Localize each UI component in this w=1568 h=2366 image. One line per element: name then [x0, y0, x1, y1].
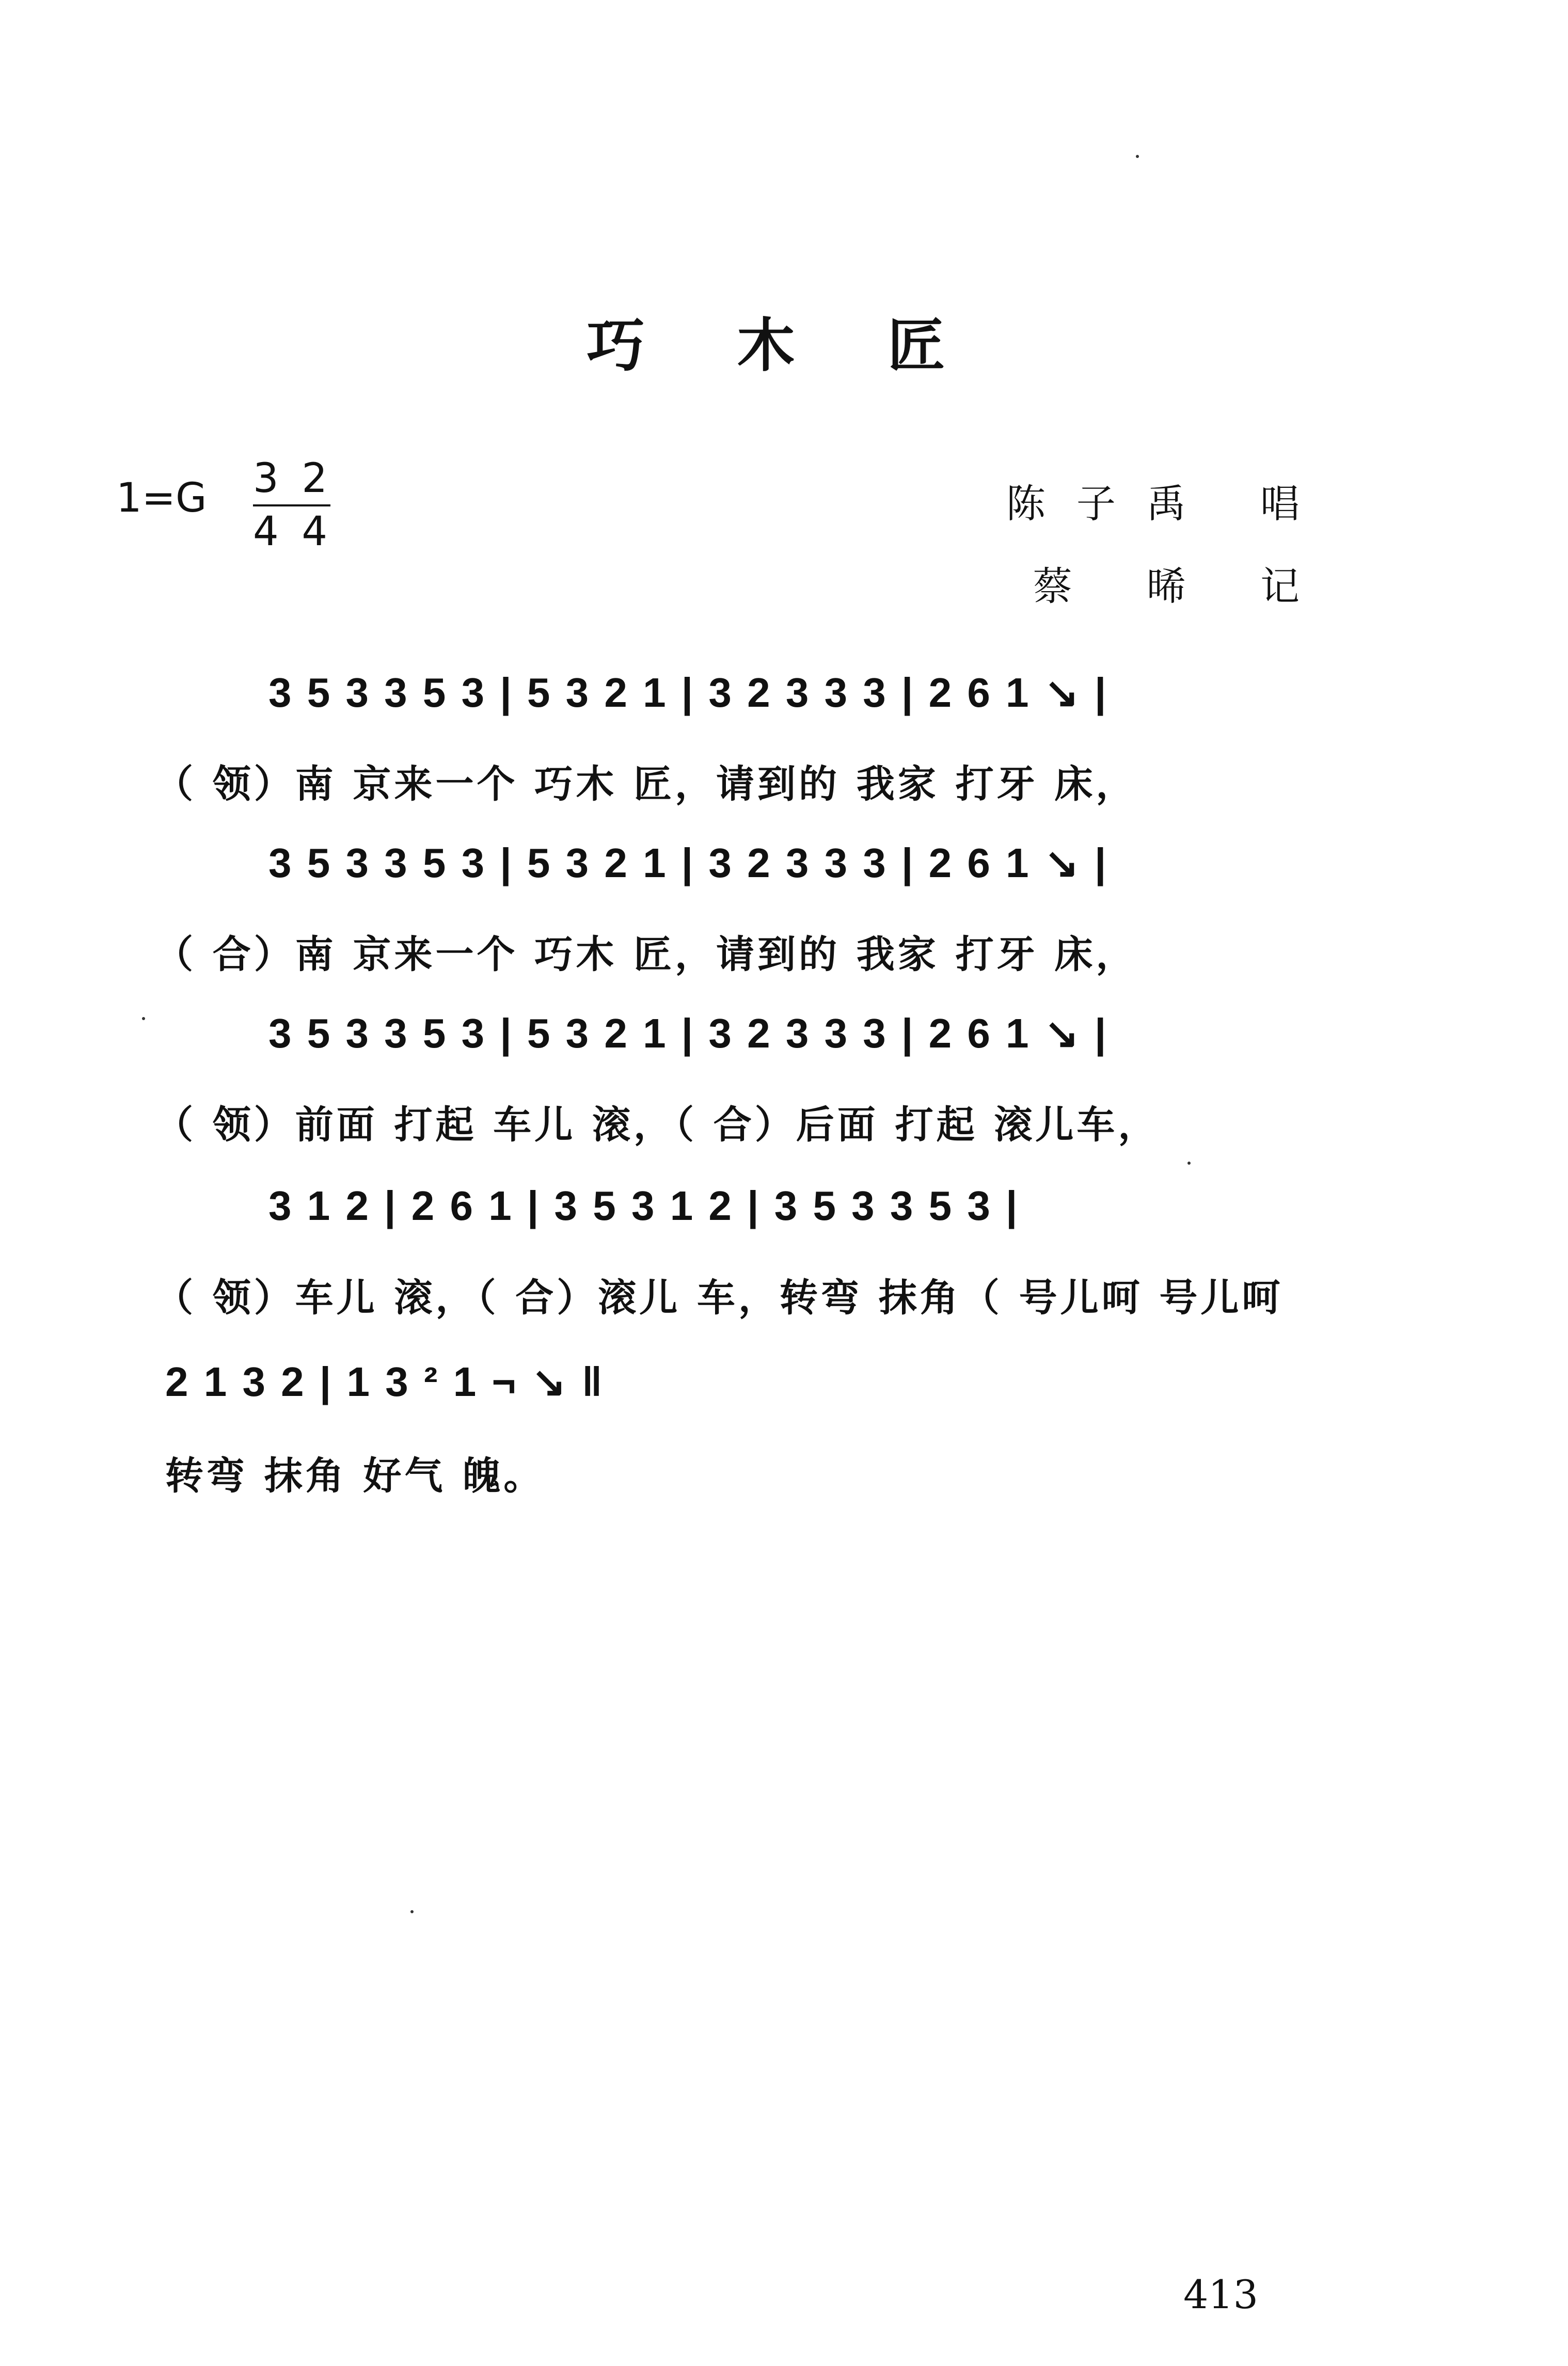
- time-signature-bottom: 4 4: [253, 509, 333, 555]
- lyric-line-5: 转弯 抹角 好气 魄。: [165, 1454, 545, 1498]
- time-signature-divider: [253, 504, 330, 506]
- key-signature: 1=G: [116, 475, 207, 521]
- notation-line-4: 3 1 2 | 2 6 1 | 3 5 3 1 2 | 3 5 3 3 5 3 |: [268, 1183, 1020, 1229]
- notation-line-3: 3 5 3 3 5 3 | 5 3 2 1 | 3 2 3 3 3 | 2 6 1 ↘ |: [268, 1010, 1108, 1056]
- scan-speck: [1187, 1162, 1191, 1165]
- time-signature: [253, 454, 332, 557]
- scan-speck: [410, 1910, 414, 1913]
- scan-speck: [1136, 155, 1139, 158]
- singer-credit: 陈子禹 唱: [1006, 481, 1331, 527]
- notation-line-1: 3 5 3 3 5 3 | 5 3 2 1 | 3 2 3 3 3 | 2 6 1 ↘ |: [268, 670, 1108, 716]
- notation-line-2: 3 5 3 3 5 3 | 5 3 2 1 | 3 2 3 3 3 | 2 6 1 ↘ |: [268, 840, 1108, 886]
- recorder-credit: 蔡 晞 记: [1033, 563, 1331, 609]
- scan-speck: [142, 1017, 145, 1020]
- page-number: 413: [1183, 2272, 1258, 2317]
- lyric-line-2: （ 合）南 京来一个 巧木 匠，请到的 我家 打牙 床，: [155, 932, 1137, 977]
- lyric-line-3: （ 领）前面 打起 车儿 滚，（ 合）后面 打起 滚儿车，: [155, 1103, 1160, 1147]
- notation-line-5: 2 1 3 2 | 1 3 ² 1 ¬ ↘ ‖: [165, 1359, 605, 1405]
- lyric-line-1: （ 领）南 京来一个 巧木 匠，请到的 我家 打牙 床，: [155, 762, 1137, 806]
- time-signature-top: 3 2: [253, 455, 333, 502]
- lyric-line-4: （ 领）车儿 滚，（ 合）滚儿 车，转弯 抹角（ 号儿呵 号儿呵: [155, 1276, 1284, 1320]
- song-title: 巧 木 匠: [587, 312, 981, 379]
